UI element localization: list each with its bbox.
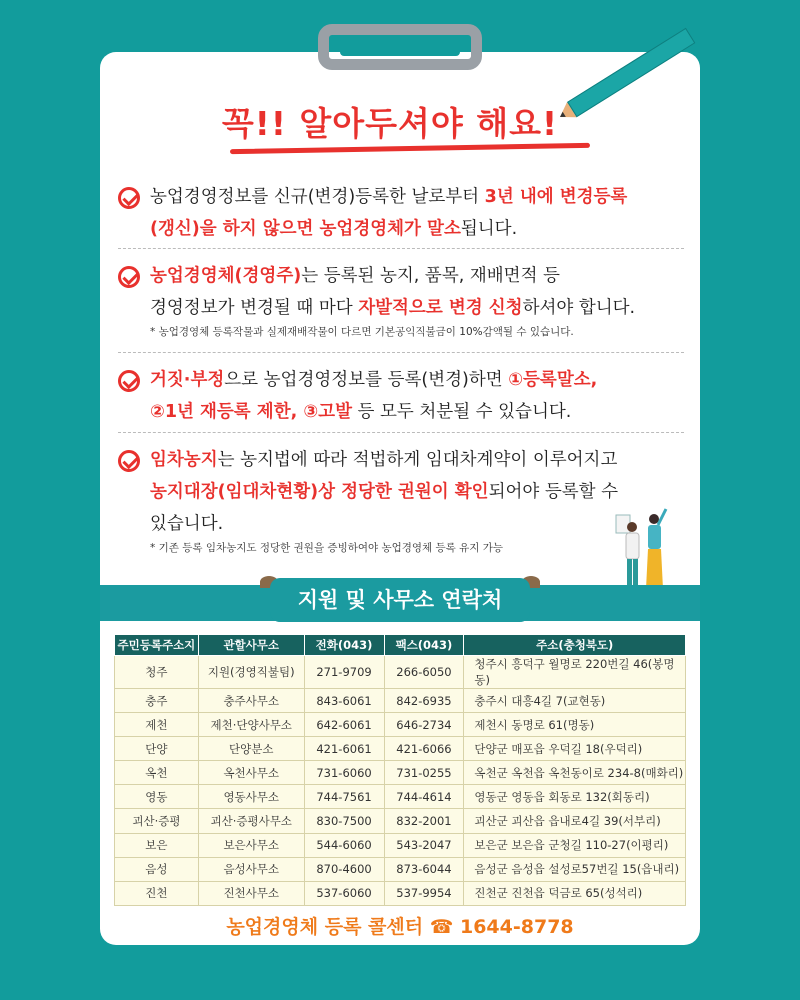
headline: 꼭!! 알아두셔야 해요! [221,104,559,143]
body-text: 경영정보가 변경될 때 마다 [150,298,359,318]
notice-item-1 [118,183,678,243]
people-illustration [608,505,678,593]
table-cell: 보은군 보은읍 군청길 110-27(이평리) [464,833,686,857]
highlight-text: ①등록말소, [508,370,598,390]
divider [118,432,684,433]
notice-line [150,510,223,535]
highlight-text: ②1년 재등록 제한, ③고발 [150,402,352,422]
check-icon [118,266,140,288]
table-cell: 421-6066 [384,737,464,761]
table-row [115,833,686,857]
table-cell: 271-9709 [304,656,384,689]
notice-line [150,478,618,503]
table-cell: 642-6061 [304,713,384,737]
table-cell: 843-6061 [304,689,384,713]
table-cell: 744-4614 [384,785,464,809]
table-cell: 421-6061 [304,737,384,761]
clipboard-clip-hole [340,38,460,56]
table-cell: 옥천사무소 [198,761,304,785]
table-cell: 제천시 동명로 61(명동) [464,713,686,737]
table-cell: 괴산·증평 [115,809,199,833]
table-row [115,689,686,713]
notice-line [150,366,597,391]
notice-footnote: * 농업경영체 등록작물과 실제재배작물이 다르면 기본공익직불금이 10%감액될 수 있습니다. [150,326,574,338]
table-row [115,881,686,905]
table-cell: 842-6935 [384,689,464,713]
highlight-text: 거짓·부정 [150,370,225,390]
table-header-cell: 주민등록주소지 [115,635,199,656]
body-text: 는 농지법에 따라 적법하게 임대차계약이 이루어지고 [217,450,618,470]
table-cell: 제천 [115,713,199,737]
body-text: 농업경영정보를 신규(변경)등록한 날로부터 [150,187,485,207]
table-cell: 옥천 [115,761,199,785]
table-cell: 영동 [115,785,199,809]
body-text: 됩니다. [460,219,518,239]
notice-line [150,262,560,287]
highlight-text: 자발적으로 변경 신청 [358,298,523,318]
table-header-cell: 주소(충청북도) [464,635,686,656]
table-cell: 731-6060 [304,761,384,785]
table-cell: 지원(경영직불팀) [198,656,304,689]
table-row [115,761,686,785]
table-cell: 537-9954 [384,881,464,905]
table-cell: 646-2734 [384,713,464,737]
notice-line [150,294,635,319]
table-cell: 537-6060 [304,881,384,905]
notice-item-2 [118,262,678,342]
table-cell: 543-2047 [384,833,464,857]
body-text: 등 모두 처분될 수 있습니다. [351,402,572,422]
notice-item-4 [118,446,678,556]
table-cell: 영동군 영동읍 회동로 132(회동리) [464,785,686,809]
table-cell: 진천사무소 [198,881,304,905]
table-header-cell: 팩스(043) [384,635,464,656]
notice-line [150,183,627,208]
check-icon [118,370,140,392]
body-text: 하셔야 합니다. [522,298,636,318]
body-text: 되어야 등록할 수 [488,482,619,502]
highlight-text: 농지대장(임대차현황)상 정당한 권원이 확인 [150,482,489,502]
check-icon [118,187,140,209]
table-cell: 진천군 진천읍 덕금로 65(성석리) [464,881,686,905]
table-cell: 충주시 대흥4길 7(교현동) [464,689,686,713]
callcenter-info: 농업경영체 등록 콜센터 ☎ 1644-8778 [226,916,574,938]
table-row [115,737,686,761]
table-cell: 충주 [115,689,199,713]
table-cell: 단양분소 [198,737,304,761]
notice-line [150,215,517,240]
table-cell: 744-7561 [304,785,384,809]
notice-item-3 [118,366,678,426]
table-header-cell: 관할사무소 [198,635,304,656]
notice-line [150,446,617,471]
body-text: 으로 농업경영정보를 등록(변경)하면 [224,370,509,390]
table-row [115,713,686,737]
divider [118,248,684,249]
notice-line [150,398,571,423]
highlight-text: 임차농지 [150,450,218,470]
table-cell: 괴산·증평사무소 [198,809,304,833]
table-cell: 870-4600 [304,857,384,881]
table-cell: 단양군 매포읍 우덕길 18(우덕리) [464,737,686,761]
table-cell: 544-6060 [304,833,384,857]
table-cell: 진천 [115,881,199,905]
contact-table [114,634,686,906]
table-cell: 731-0255 [384,761,464,785]
table-row [115,857,686,881]
notice-footnote: * 기존 등록 임차농지도 정당한 권원을 증빙하여야 농업경영체 등록 유지 가능 [150,542,504,554]
table-row [115,656,686,689]
divider [118,352,684,353]
table-row [115,809,686,833]
table-body [115,656,686,906]
body-text: 는 등록된 농지, 품목, 재배면적 등 [301,266,560,286]
table-cell: 음성 [115,857,199,881]
table-cell: 영동사무소 [198,785,304,809]
table-cell: 보은 [115,833,199,857]
table-cell: 음성사무소 [198,857,304,881]
highlight-text: (갱신)을 하지 않으면 농업경영체가 말소 [150,219,461,239]
section-title: 지원 및 사무소 연락처 [270,578,530,622]
table-cell: 충주사무소 [198,689,304,713]
body-text: 있습니다. [150,514,224,534]
table-cell: 보은사무소 [198,833,304,857]
table-cell: 266-6050 [384,656,464,689]
table-header-cell: 전화(043) [304,635,384,656]
table-row [115,785,686,809]
table-header-row [115,635,686,656]
check-icon [118,450,140,472]
table-cell: 청주 [115,656,199,689]
table-cell: 단양 [115,737,199,761]
table-cell: 832-2001 [384,809,464,833]
highlight-text: 3년 내에 변경등록 [484,187,628,207]
table-cell: 830-7500 [304,809,384,833]
table-cell: 옥천군 옥천읍 옥천동이로 234-8(매화리) [464,761,686,785]
table-cell: 청주시 흥덕구 월명로 220번길 46(봉명동) [464,656,686,689]
table-cell: 제천·단양사무소 [198,713,304,737]
table-cell: 873-6044 [384,857,464,881]
table-cell: 괴산군 괴산읍 읍내로4길 39(서부리) [464,809,686,833]
table-cell: 음성군 음성읍 설성로57번길 15(읍내리) [464,857,686,881]
highlight-text: 농업경영체(경영주) [150,266,302,286]
